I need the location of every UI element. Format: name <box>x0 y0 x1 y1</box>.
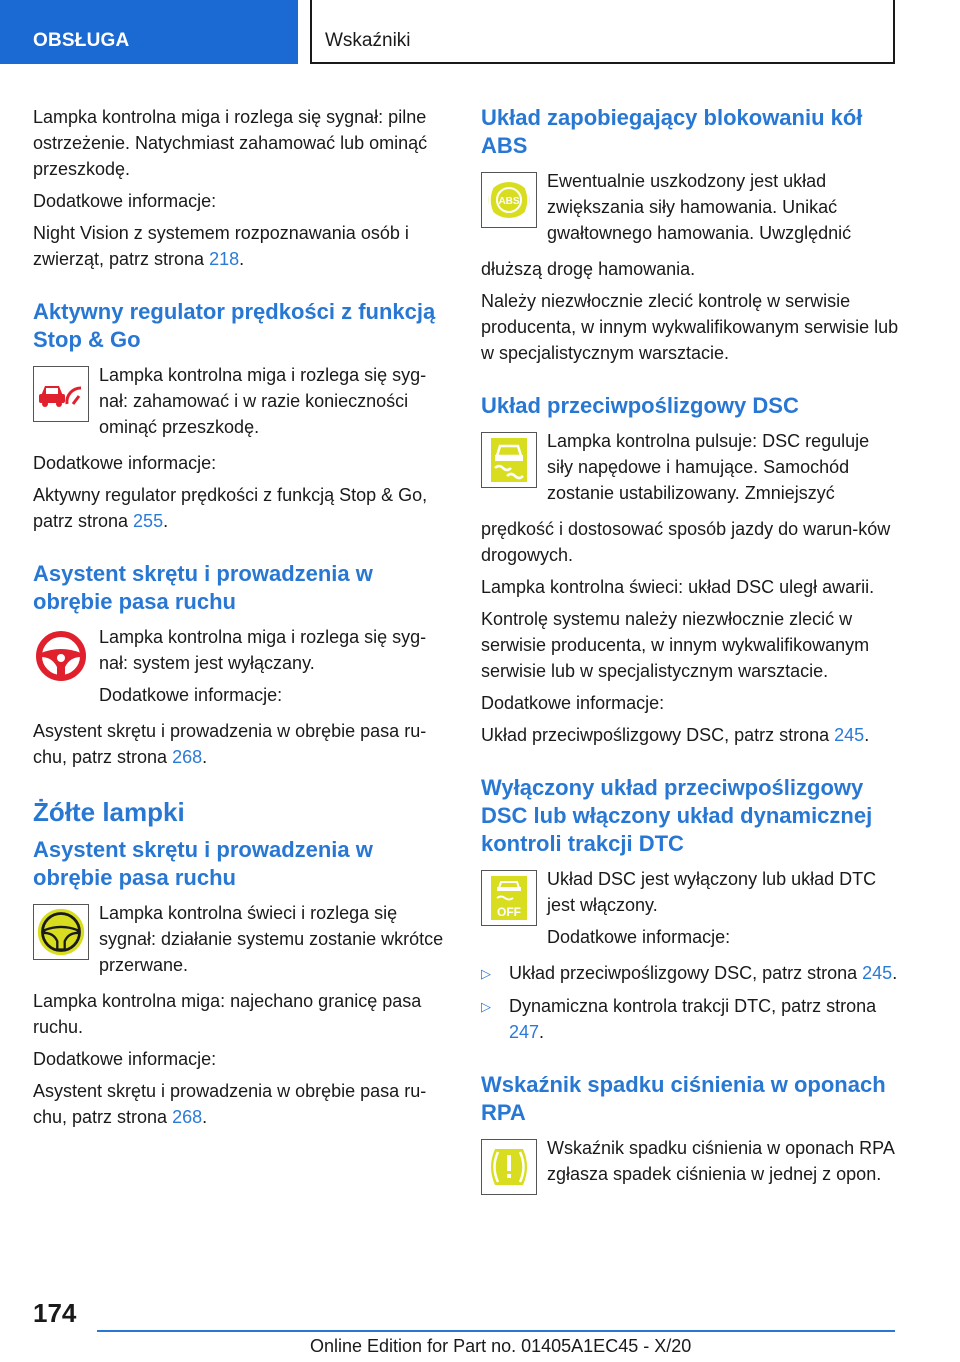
acc-reference: Aktywny regulator prędkości z funkcją Stop & Go, patrz strona 255. <box>33 485 428 531</box>
collision-warning-icon <box>33 366 89 422</box>
list-item: ▷ Układ przeciwpoślizgowy DSC, patrz strona 245. <box>481 960 899 987</box>
page-link-247[interactable]: 247 <box>509 1022 540 1042</box>
page-link-268[interactable]: 268 <box>172 747 203 767</box>
dsc-reference: Układ przeciwpoślizgowy DSC, patrz strona 245. <box>481 725 870 745</box>
night-vision-reference: Night Vision z systemem rozpoznawania osób i zwierząt, patrz strona 218. <box>33 223 409 269</box>
off-icon-label: OFF <box>497 905 521 919</box>
acc-lamp <box>33 362 451 446</box>
steering-assist-red-heading: Asystent skrętu i prowadzenia w obrębie pasa ruchu <box>33 561 373 614</box>
intro-paragraph: Lampka kontrolna miga i rozlega się sygnał: pilne ostrzeżenie. Natychmiast zahamować lub ominąć przeszkodę. <box>33 107 428 179</box>
dsc-lamp-text: Lampka kontrolna pulsuje: DSC reguluje siły napędowe i hamujące. Samochód zostanie ustabilizowany. Zmniejszyć <box>547 431 870 503</box>
dsc-fault-text: Lampka kontrolna świeci: układ DSC uległ awarii. <box>481 577 875 597</box>
triangle-bullet-icon: ▷ <box>481 999 491 1014</box>
page-link-245[interactable]: 245 <box>834 725 865 745</box>
abs-icon <box>481 172 537 228</box>
abs-lamp <box>481 168 899 252</box>
steering-assist-red-reference: Asystent skrętu i prowadzenia w obrębie pasa ru-chu, patrz strona 268. <box>33 721 427 767</box>
dsc-lamp <box>481 428 899 512</box>
dtc-lamp <box>481 866 899 956</box>
dsc-icon <box>481 432 537 488</box>
abs-lamp-text-cont: dłuższą drogę hamowania. <box>481 259 696 279</box>
abs-icon-label: ABS <box>498 196 520 207</box>
yellow-lamps-heading: Żółte lampki <box>33 797 185 827</box>
rpa-lamp <box>481 1135 899 1195</box>
additional-info-label: Dodatkowe informacje: <box>481 693 665 713</box>
acc-lamp-text: Lampka kontrolna miga i rozlega się syg-nał: zahamować i w razie konieczności ominąć przeszkodę. <box>99 365 427 437</box>
footer-rule <box>97 1330 895 1332</box>
triangle-bullet-icon: ▷ <box>481 966 491 981</box>
right-column <box>481 104 899 1199</box>
acc-heading: Aktywny regulator prędkości z funkcją Stop & Go <box>33 299 436 352</box>
list-item: ▷ Dynamiczna kontrola trakcji DTC, patrz strona 247. <box>481 993 899 1045</box>
page-link-218[interactable]: 218 <box>209 249 240 269</box>
dsc-heading: Układ przeciwpoślizgowy DSC <box>481 393 799 418</box>
dsc-service-text: Kontrolę systemu należy niezwłocznie zlecić w serwisie producenta, w innym wykwalifikowanym serwisie lub w specjalistycznym warsztacie. <box>481 609 870 681</box>
footer-edition: Online Edition for Part no. 01405A1EC45 - X/20 <box>310 1336 692 1356</box>
steering-assist-yellow-lamp-text: Lampka kontrolna świeci i rozlega się sygnał: działanie systemu zostanie wkrótce przerwane. <box>99 903 444 975</box>
dsc-lamp-text-cont: prędkość i dostosować sposób jazdy do warun-ków drogowych. <box>481 519 891 565</box>
page-link-268[interactable]: 268 <box>172 1107 203 1127</box>
page-link-245[interactable]: 245 <box>862 963 893 983</box>
page-link-255[interactable]: 255 <box>133 511 164 531</box>
page-number: 174 <box>33 1298 77 1328</box>
tire-pressure-icon <box>481 1139 537 1195</box>
steering-assist-yellow-lamp <box>33 900 451 984</box>
dsc-off-icon <box>481 870 537 926</box>
rpa-lamp-text: Wskaźnik spadku ciśnienia w oponach RPA zgłasza spadek ciśnienia w jednej z opon. <box>547 1138 894 1184</box>
abs-heading: Układ zapobiegający blokowaniu kół ABS <box>481 105 863 158</box>
additional-info-label: Dodatkowe informacje: <box>33 191 217 211</box>
dtc-lamp-text: Układ DSC jest wyłączony lub układ DTC jest włączony. <box>547 869 877 915</box>
rpa-heading: Wskaźnik spadku ciśnienia w oponach RPA <box>481 1072 886 1125</box>
abs-lamp-text: Ewentualnie uszkodzony jest układ zwiększania siły hamowania. Unikać gwałtownego hamowania. Uwzględnić <box>547 171 852 243</box>
steering-assist-yellow-heading: Asystent skrętu i prowadzenia w obrębie pasa ruchu <box>33 837 373 890</box>
additional-info-label: Dodatkowe informacje: <box>547 927 731 947</box>
steering-wheel-red-icon <box>33 628 89 684</box>
steering-wheel-yellow-icon <box>33 904 89 960</box>
steering-assist-red-lamp-text: Lampka kontrolna miga i rozlega się syg-nał: system jest wyłączany. <box>99 627 427 673</box>
chapter-title: Wskaźniki <box>311 0 895 64</box>
steering-assist-red-lamp <box>33 624 451 714</box>
left-column <box>33 104 451 1136</box>
steering-assist-yellow-flash-text: Lampka kontrolna miga: najechano granicę pasa ruchu. <box>33 991 422 1037</box>
additional-info-label: Dodatkowe informacje: <box>99 685 283 705</box>
abs-service-text: Należy niezwłocznie zlecić kontrolę w serwisie producenta, w innym wykwalifikowanym serwisie lub w specjalistycznym warsztacie. <box>481 291 899 363</box>
dtc-heading: Wyłączony układ przeciwpoślizgowy DSC lub włączony układ dynamicznej kontroli trakcji DTC <box>481 775 873 856</box>
steering-assist-yellow-reference: Asystent skrętu i prowadzenia w obrębie pasa ru-chu, patrz strona 268. <box>33 1081 427 1127</box>
section-tab: OBSŁUGA <box>0 0 298 64</box>
additional-info-label: Dodatkowe informacje: <box>33 453 217 473</box>
additional-info-label: Dodatkowe informacje: <box>33 1049 217 1069</box>
